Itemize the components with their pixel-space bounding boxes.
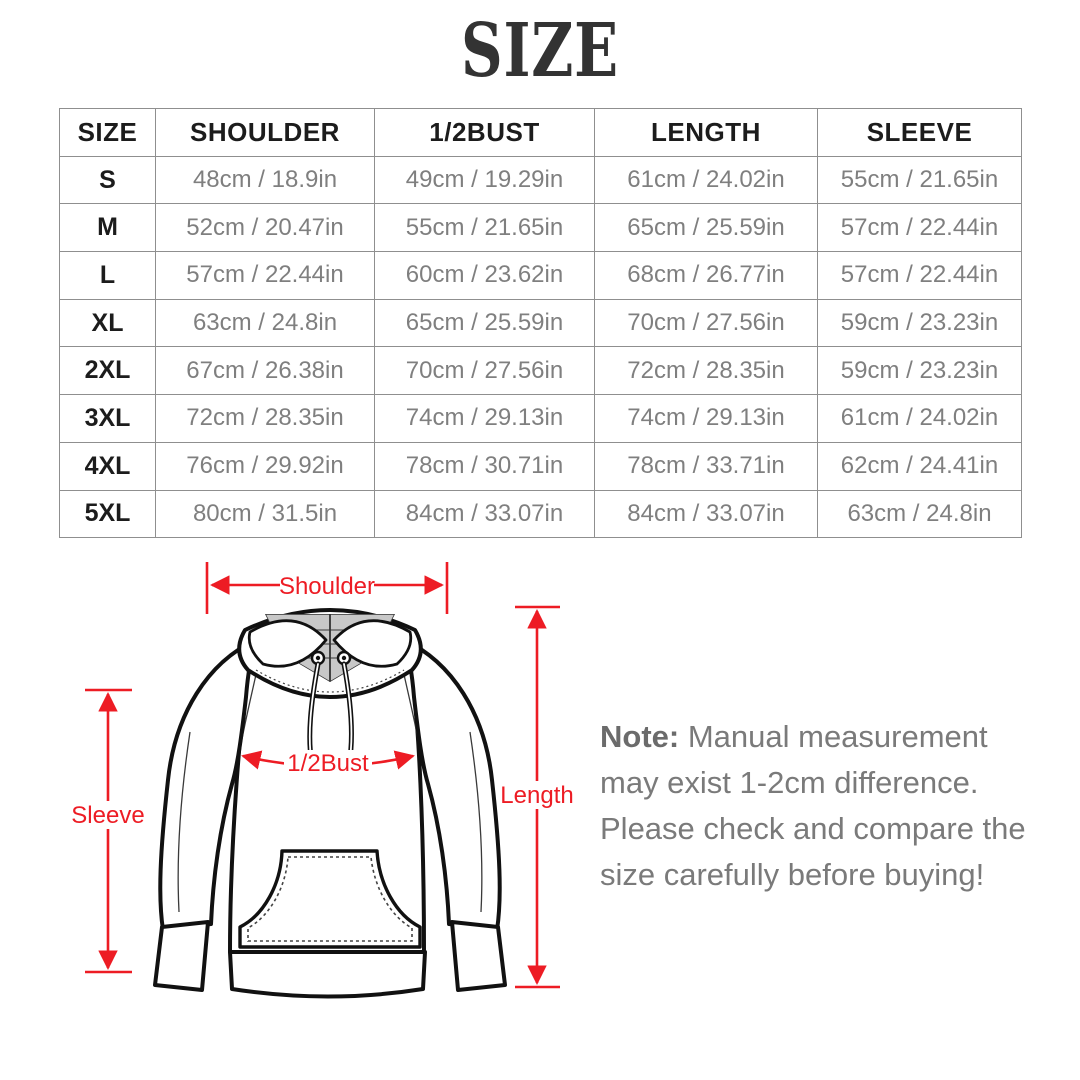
sleeve-value-cell: 62cm / 24.41in <box>818 442 1022 490</box>
header-row <box>60 109 1022 157</box>
size-table-body <box>60 156 1022 538</box>
halfbust-value-cell: 55cm / 21.65in <box>375 204 595 252</box>
sleeve-value-cell: 57cm / 22.44in <box>818 252 1022 300</box>
size-label-cell: S <box>60 156 156 204</box>
shoulder-label: Shoulder <box>278 573 376 600</box>
halfbust-value-cell: 49cm / 19.29in <box>375 156 595 204</box>
table-row <box>60 490 1022 538</box>
right-cuff <box>452 922 505 990</box>
sleeve-value-cell: 55cm / 21.65in <box>818 156 1022 204</box>
table-row <box>60 442 1022 490</box>
length-value-cell: 72cm / 28.35in <box>595 347 818 395</box>
halfbust-value-cell: 78cm / 30.71in <box>375 442 595 490</box>
col-header-length: LENGTH <box>595 109 818 157</box>
table-row <box>60 156 1022 204</box>
col-header-sleeve: SLEEVE <box>818 109 1022 157</box>
page-title: SIZE <box>461 8 619 94</box>
sleeve-value-cell: 63cm / 24.8in <box>818 490 1022 538</box>
sleeve-label: Sleeve <box>71 802 145 829</box>
hoodie-diagram-svg <box>60 552 620 1026</box>
sleeve-value-cell: 61cm / 24.02in <box>818 395 1022 443</box>
length-value-cell: 61cm / 24.02in <box>595 156 818 204</box>
length-value-cell: 78cm / 33.71in <box>595 442 818 490</box>
shoulder-value-cell: 80cm / 31.5in <box>156 490 375 538</box>
shoulder-value-cell: 72cm / 28.35in <box>156 395 375 443</box>
table-row <box>60 347 1022 395</box>
size-label-cell: 4XL <box>60 442 156 490</box>
length-value-cell: 70cm / 27.56in <box>595 299 818 347</box>
size-label-cell: XL <box>60 299 156 347</box>
length-value-cell: 84cm / 33.07in <box>595 490 818 538</box>
length-value-cell: 65cm / 25.59in <box>595 204 818 252</box>
size-label-cell: L <box>60 252 156 300</box>
col-header-size: SIZE <box>60 109 156 157</box>
size-label-cell: M <box>60 204 156 252</box>
waistband <box>230 952 425 997</box>
table-row <box>60 395 1022 443</box>
sleeve-value-cell: 59cm / 23.23in <box>818 347 1022 395</box>
shoulder-value-cell: 76cm / 29.92in <box>156 442 375 490</box>
size-table <box>59 108 1022 538</box>
halfbust-value-cell: 60cm / 23.62in <box>375 252 595 300</box>
size-label-cell: 2XL <box>60 347 156 395</box>
measurement-note <box>600 714 1045 898</box>
shoulder-value-cell: 67cm / 26.38in <box>156 347 375 395</box>
note-label: Note: <box>600 719 680 754</box>
hoodie-measurement-diagram <box>60 552 620 1026</box>
note-text: Manual measurement may exist 1-2cm difference. Please check and compare the size carefully before buying! <box>600 719 1026 892</box>
length-label: Length <box>500 782 574 809</box>
shoulder-value-cell: 63cm / 24.8in <box>156 299 375 347</box>
halfbust-value-cell: 84cm / 33.07in <box>375 490 595 538</box>
halfbust-value-cell: 70cm / 27.56in <box>375 347 595 395</box>
col-header-halfbust: 1/2BUST <box>375 109 595 157</box>
halfbust-value-cell: 74cm / 29.13in <box>375 395 595 443</box>
size-table-header <box>60 109 1022 157</box>
shoulder-value-cell: 52cm / 20.47in <box>156 204 375 252</box>
table-row <box>60 299 1022 347</box>
sleeve-value-cell: 59cm / 23.23in <box>818 299 1022 347</box>
shoulder-value-cell: 48cm / 18.9in <box>156 156 375 204</box>
sleeve-value-cell: 57cm / 22.44in <box>818 204 1022 252</box>
halfbust-label: 1/2Bust <box>287 750 369 777</box>
length-value-cell: 74cm / 29.13in <box>595 395 818 443</box>
table-row <box>60 204 1022 252</box>
table-row <box>60 252 1022 300</box>
length-value-cell: 68cm / 26.77in <box>595 252 818 300</box>
shoulder-value-cell: 57cm / 22.44in <box>156 252 375 300</box>
halfbust-value-cell: 65cm / 25.59in <box>375 299 595 347</box>
size-label-cell: 5XL <box>60 490 156 538</box>
size-label-cell: 3XL <box>60 395 156 443</box>
left-cuff <box>155 922 208 990</box>
hoodie-drawing <box>155 610 505 997</box>
col-header-shoulder: SHOULDER <box>156 109 375 157</box>
